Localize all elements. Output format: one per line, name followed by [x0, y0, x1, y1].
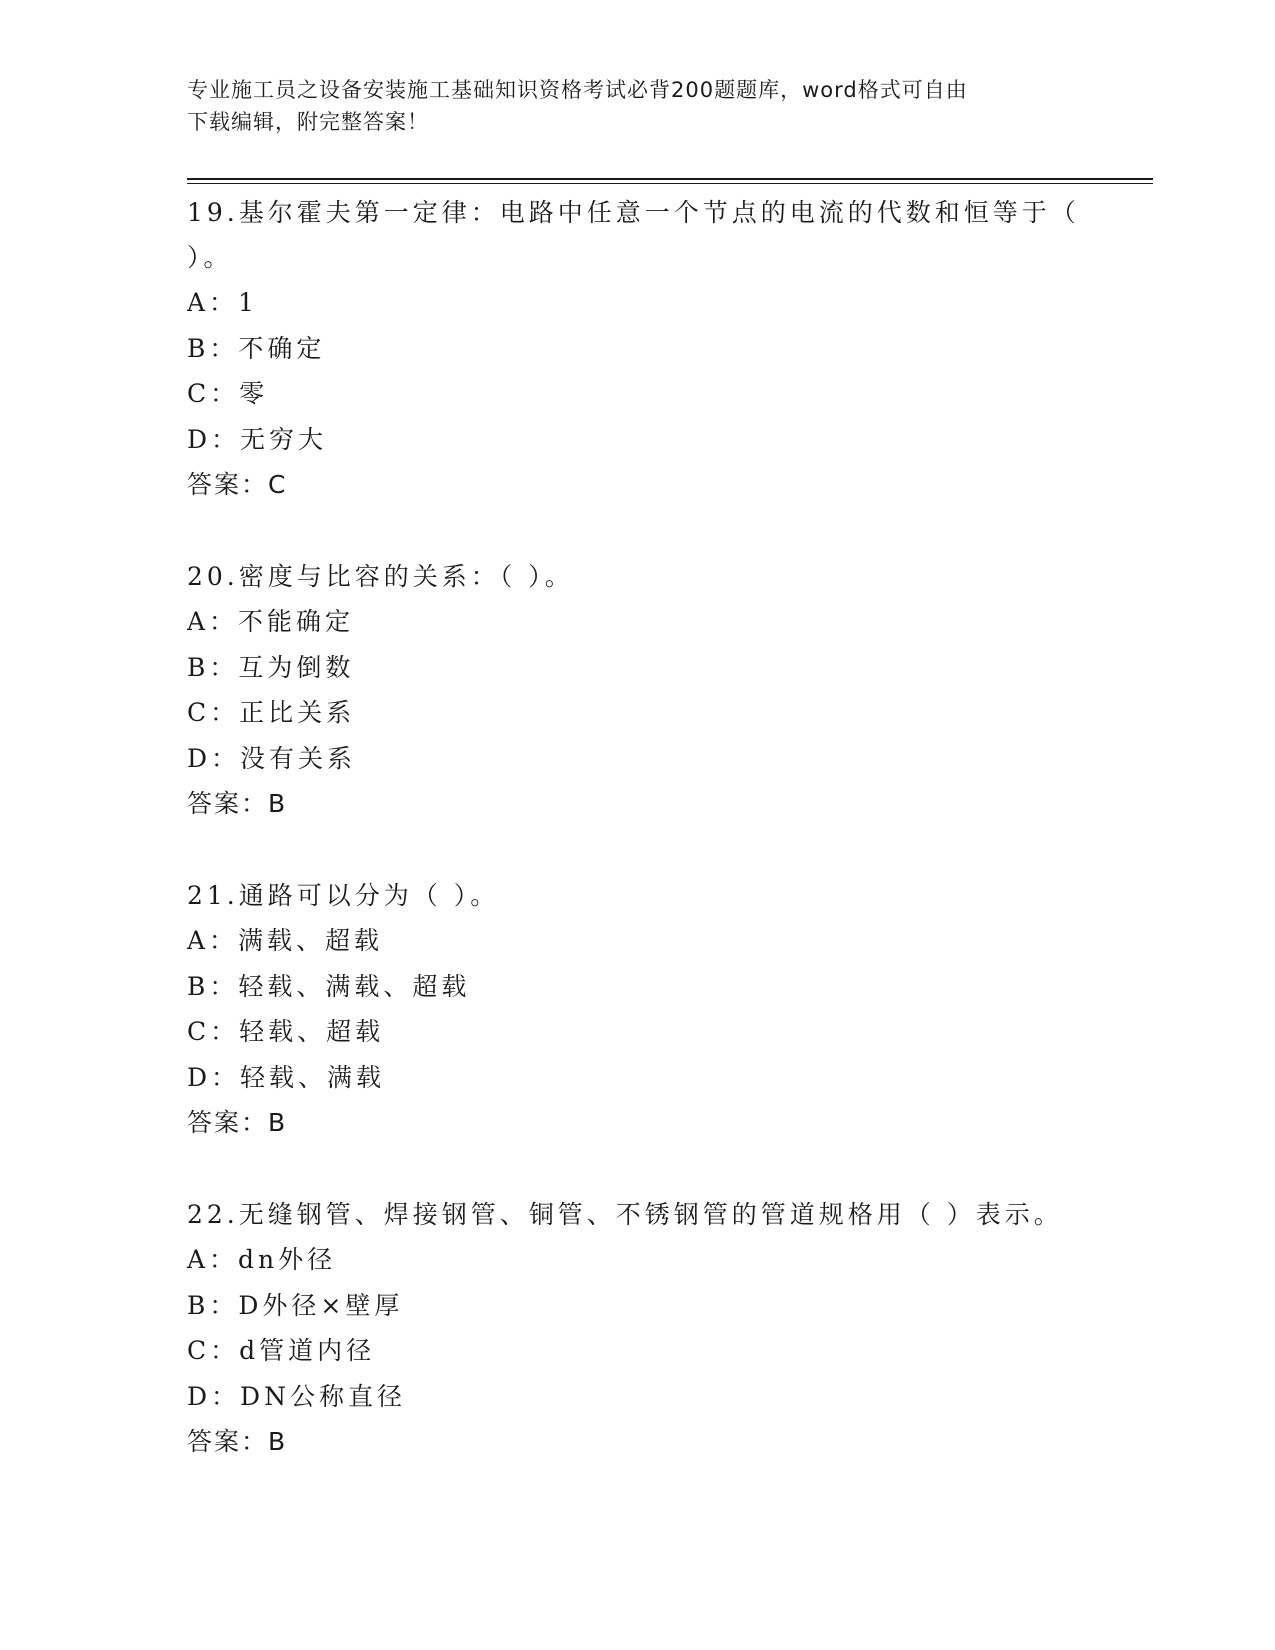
answer: 答案：B: [187, 1427, 288, 1456]
option-a: A：1: [187, 288, 258, 317]
header-divider-thick: [187, 178, 1153, 180]
option-d: D：轻载、满载: [187, 1062, 386, 1092]
option-a: A：dn外径: [187, 1245, 337, 1274]
header-divider-thin: [187, 183, 1153, 184]
question-stem: 19.基尔霍夫第一定律：电路中任意一个节点的电流的代数和恒等于（: [187, 198, 1080, 227]
option-b: B：轻载、满载、超载: [187, 971, 471, 1001]
option-c: C：轻载、超载: [187, 1017, 385, 1046]
document-header: [187, 74, 1067, 138]
question-19: [187, 190, 1087, 508]
question-stem: 21.通路可以分为（ ）。: [187, 881, 500, 910]
option-c: C：零: [187, 379, 269, 408]
option-a: A：满载、超载: [187, 926, 384, 955]
option-b: B：不确定: [187, 333, 326, 363]
option-b: B：D外径×壁厚: [187, 1290, 404, 1320]
question-stem: 22.无缝钢管、焊接钢管、铜管、不锈钢管的管道规格用（ ）表示。: [187, 1200, 1063, 1229]
question-21: [187, 873, 1087, 1146]
option-d: D：DN公称直径: [187, 1381, 406, 1411]
option-c: C：d管道内径: [187, 1336, 376, 1365]
question-stem: 20.密度与比容的关系：（ ）。: [187, 562, 574, 591]
header-line-1: 专业施工员之设备安装施工基础知识资格考试必背200题题库，word格式可自由: [187, 78, 968, 102]
question-stem-continued: ）。: [187, 243, 233, 272]
question-20: [187, 554, 1087, 827]
header-line-2: 下载编辑，附完整答案！: [187, 110, 429, 134]
option-d: D：无穷大: [187, 424, 328, 454]
answer: 答案：B: [187, 789, 288, 818]
option-b: B：互为倒数: [187, 652, 355, 682]
answer: 答案：C: [187, 470, 288, 499]
option-c: C：正比关系: [187, 698, 356, 727]
option-d: D：没有关系: [187, 743, 357, 773]
answer: 答案：B: [187, 1108, 288, 1137]
question-22: [187, 1192, 1087, 1465]
option-a: A：不能确定: [187, 607, 355, 636]
